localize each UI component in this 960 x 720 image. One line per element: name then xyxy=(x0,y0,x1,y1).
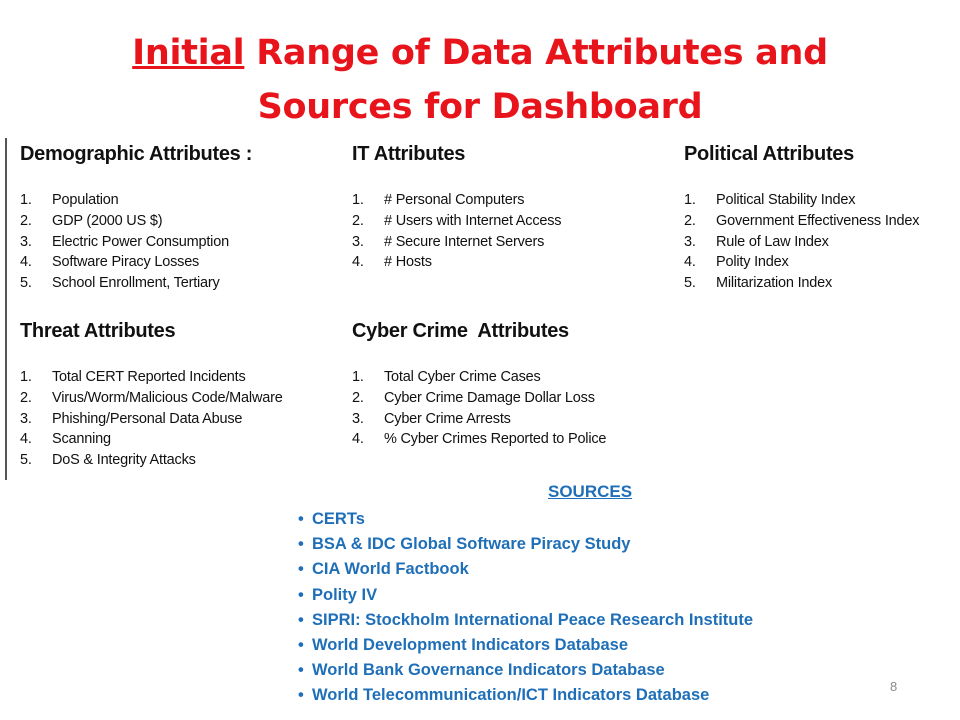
sources-heading: SOURCES xyxy=(548,482,633,501)
attribute-label: Population xyxy=(52,192,119,208)
demographic-attributes-block xyxy=(20,143,252,294)
list-item: 4. # Hosts xyxy=(352,254,432,271)
attribute-label: DoS & Integrity Attacks xyxy=(52,452,196,469)
attribute-list xyxy=(20,190,252,294)
attribute-group-heading: Demographic Attributes : xyxy=(20,143,253,165)
attribute-list xyxy=(352,190,561,273)
list-item: 3. # Secure Internet Servers xyxy=(352,233,545,250)
source-label: BSA & IDC Global Software Piracy Study xyxy=(312,535,631,554)
list-item: 3. Electric Power Consumption xyxy=(20,233,229,250)
political-attributes-block xyxy=(684,143,919,294)
list-item: 1. # Personal Computers xyxy=(352,192,525,208)
source-label: World Telecommunication/ICT Indicators Database xyxy=(312,686,710,705)
attribute-label: # Personal Computers xyxy=(384,192,525,208)
attribute-list xyxy=(352,367,606,450)
list-item: 4. Software Piracy Losses xyxy=(20,254,200,271)
list-item: 4. Polity Index xyxy=(684,254,789,271)
attribute-label: Software Piracy Losses xyxy=(52,254,200,271)
source-label: World Development Indicators Database xyxy=(312,636,629,655)
list-item xyxy=(298,507,918,532)
attribute-label: Government Effectiveness Index xyxy=(716,212,920,229)
list-item: 4. % Cyber Crimes Reported to Police xyxy=(352,431,607,448)
list-item xyxy=(298,633,918,658)
attribute-group-heading: Cyber Crime Attributes xyxy=(352,320,569,342)
attribute-label: % Cyber Crimes Reported to Police xyxy=(384,431,607,448)
attribute-group-heading: Political Attributes xyxy=(684,143,854,165)
list-item: 3. Cyber Crime Arrests xyxy=(352,410,511,427)
attribute-label: # Secure Internet Servers xyxy=(384,233,545,250)
title-line-2: Sources for Dashboard xyxy=(257,87,703,127)
title-line-1 xyxy=(0,26,960,80)
attribute-list xyxy=(20,367,283,471)
attribute-list xyxy=(684,190,919,294)
bullet-icon: • xyxy=(298,560,304,579)
list-item: 3. Phishing/Personal Data Abuse xyxy=(20,410,243,427)
attribute-label: Total Cyber Crime Cases xyxy=(384,369,541,385)
bullet-icon: • xyxy=(298,636,304,655)
attribute-label: Political Stability Index xyxy=(716,192,856,208)
list-item: 1. Total CERT Reported Incidents xyxy=(20,369,246,385)
list-item: 2. GDP (2000 US $) xyxy=(20,212,163,229)
attribute-label: # Hosts xyxy=(384,254,432,271)
list-item xyxy=(298,557,918,582)
list-item: 5. School Enrollment, Tertiary xyxy=(20,275,220,292)
list-item: 2. # Users with Internet Access xyxy=(352,212,562,229)
list-item: 1. Population xyxy=(20,192,119,208)
sources-section xyxy=(298,479,918,709)
cyber-crime-attributes-block xyxy=(352,320,606,450)
threat-attributes-block xyxy=(20,320,283,471)
attribute-group-heading: Threat Attributes xyxy=(20,320,176,342)
attribute-label: Phishing/Personal Data Abuse xyxy=(52,410,243,427)
it-attributes-block xyxy=(352,143,561,273)
list-item: 5. DoS & Integrity Attacks xyxy=(20,452,196,469)
list-item: 5. Militarization Index xyxy=(684,275,833,292)
list-item xyxy=(298,532,918,557)
slide-title xyxy=(0,26,960,134)
list-item: 2. Virus/Worm/Malicious Code/Malware xyxy=(20,389,283,406)
bullet-icon: • xyxy=(298,610,304,629)
list-item: 3. Rule of Law Index xyxy=(684,233,829,250)
attribute-label: School Enrollment, Tertiary xyxy=(52,275,220,292)
bullet-icon: • xyxy=(298,510,304,528)
bullet-icon: • xyxy=(298,535,304,554)
attribute-label: Scanning xyxy=(52,431,111,448)
attribute-label: Polity Index xyxy=(716,254,789,271)
attribute-label: Electric Power Consumption xyxy=(52,233,229,250)
attribute-label: Rule of Law Index xyxy=(716,233,829,250)
source-label: SIPRI: Stockholm International Peace Research Institute xyxy=(312,610,754,629)
source-label: CIA World Factbook xyxy=(312,560,469,579)
list-item xyxy=(298,683,918,708)
source-label: CERTs xyxy=(312,510,365,528)
page-number: 8 xyxy=(890,679,898,694)
attribute-label: GDP (2000 US $) xyxy=(52,212,163,229)
attribute-label: Cyber Crime Arrests xyxy=(384,410,511,427)
list-item: 1. Total Cyber Crime Cases xyxy=(352,369,541,385)
attribute-label: Total CERT Reported Incidents xyxy=(52,369,246,385)
bullet-icon: • xyxy=(298,686,304,705)
list-item xyxy=(298,583,918,608)
list-item: 4. Scanning xyxy=(20,431,111,448)
attribute-label: # Users with Internet Access xyxy=(384,212,562,229)
attribute-label: Militarization Index xyxy=(716,275,833,292)
title-underlined-word: Initial xyxy=(132,33,245,73)
source-label: World Bank Governance Indicators Database xyxy=(312,661,665,680)
left-border-line xyxy=(5,138,7,480)
attribute-label: Cyber Crime Damage Dollar Loss xyxy=(384,389,595,406)
list-item xyxy=(298,658,918,683)
list-item: 2. Government Effectiveness Index xyxy=(684,212,920,229)
list-item: 1. Political Stability Index xyxy=(684,192,856,208)
attribute-group-heading: IT Attributes xyxy=(352,143,466,165)
list-item xyxy=(298,608,918,633)
bullet-icon: • xyxy=(298,585,304,604)
sources-list xyxy=(298,507,918,709)
bullet-icon: • xyxy=(298,661,304,680)
title-line-1-rest: Range of Data Attributes and xyxy=(244,33,828,73)
list-item: 2. Cyber Crime Damage Dollar Loss xyxy=(352,389,595,406)
attribute-label: Virus/Worm/Malicious Code/Malware xyxy=(52,389,283,406)
source-label: Polity IV xyxy=(312,585,378,604)
